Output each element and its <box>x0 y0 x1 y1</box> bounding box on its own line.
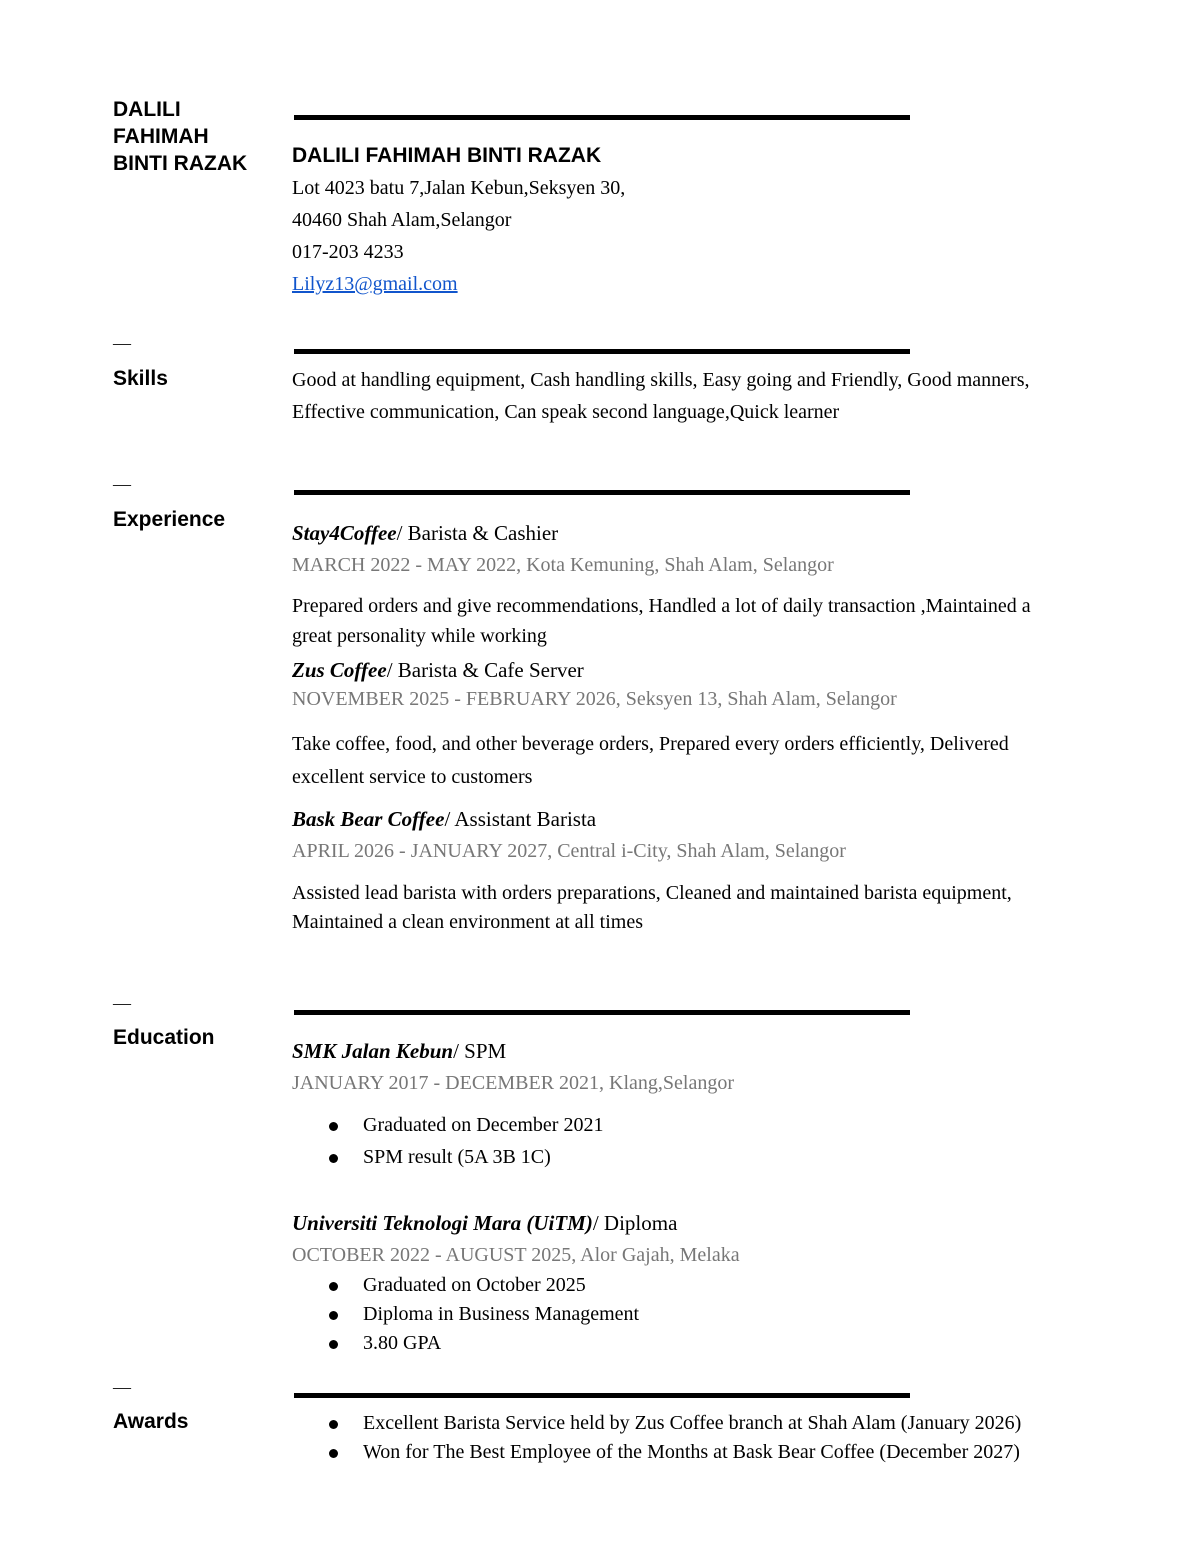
sidebar-name <box>113 96 273 177</box>
skills-line: Good at handling equipment, Cash handling skills, Easy going and Friendly, Good manners, <box>292 369 1030 391</box>
bullet-icon <box>329 1282 338 1291</box>
education-bullets <box>292 1271 1172 1358</box>
phone-number: 017-203 4233 <box>292 241 404 263</box>
school-name: SMK Jalan Kebun <box>292 1039 454 1063</box>
job-entry <box>292 803 1172 867</box>
skills-block <box>292 364 1172 428</box>
job-dates: MARCH 2022 - MAY 2022, Kota Kemuning, Shah Alam, Selangor <box>292 554 834 576</box>
bullet-icon <box>329 1154 338 1163</box>
education-entry <box>292 1035 1172 1099</box>
email-link[interactable]: Lilyz13@gmail.com <box>292 273 458 295</box>
awards-heading: Awards <box>113 1410 189 1433</box>
job-description <box>292 728 1172 794</box>
section-divider <box>294 115 910 120</box>
list-item: Diploma in Business Management <box>292 1300 1172 1329</box>
job-description-line: excellent service to customers <box>292 766 533 788</box>
education-dates: OCTOBER 2022 - AUGUST 2025, Alor Gajah, Melaka <box>292 1244 740 1266</box>
list-item: Excellent Barista Service held by Zus Coffee branch at Shah Alam (January 2026) <box>292 1409 1172 1438</box>
bullet-icon <box>329 1340 338 1349</box>
section-dash: — <box>113 333 131 353</box>
bullet-icon <box>329 1311 338 1320</box>
section-dash: — <box>113 474 131 494</box>
list-item: Graduated on October 2025 <box>292 1271 1172 1300</box>
bullet-icon <box>329 1122 338 1131</box>
job-description <box>292 591 1172 651</box>
school-name: Universiti Teknologi Mara (UiTM) <box>292 1211 593 1235</box>
qualification: / SPM <box>453 1039 507 1063</box>
list-item: Won for The Best Employee of the Months at Bask Bear Coffee (December 2027) <box>292 1438 1172 1467</box>
education-dates: JANUARY 2017 - DECEMBER 2021, Klang,Selangor <box>292 1072 735 1094</box>
education-heading: Education <box>113 1026 215 1049</box>
sidebar-name-line: DALILI <box>113 98 181 121</box>
section-divider <box>294 1010 910 1015</box>
skills-heading: Skills <box>113 367 168 390</box>
job-dates: APRIL 2026 - JANUARY 2027, Central i-City, Shah Alam, Selangor <box>292 840 846 862</box>
section-divider <box>294 490 910 495</box>
qualification: / Diploma <box>592 1211 678 1235</box>
job-description-line: Take coffee, food, and other beverage orders, Prepared every orders efficiently, Delivered <box>292 733 1009 755</box>
job-dates: NOVEMBER 2025 - FEBRUARY 2026, Seksyen 13, Shah Alam, Selangor <box>292 688 897 710</box>
address-line-2: 40460 Shah Alam,Selangor <box>292 209 512 231</box>
experience-heading: Experience <box>113 508 226 531</box>
job-role: / Assistant Barista <box>444 807 597 831</box>
job-description <box>292 879 1172 937</box>
sidebar-name-line: FAHIMAH <box>113 125 209 148</box>
job-description-line: Assisted lead barista with orders preparations, Cleaned and maintained barista equipment, <box>292 882 1012 904</box>
job-description-line: Prepared orders and give recommendations, Handled a lot of daily transaction ,Maintained a <box>292 595 1031 617</box>
job-description-line: great personality while working <box>292 625 547 647</box>
bullet-icon <box>329 1420 338 1429</box>
company-name: Zus Coffee <box>292 658 387 682</box>
education-entry <box>292 1207 1172 1271</box>
job-title <box>292 517 1172 549</box>
address-line-1: Lot 4023 batu 7,Jalan Kebun,Seksyen 30, <box>292 177 626 199</box>
job-title <box>292 803 1172 835</box>
list-item: 3.80 GPA <box>292 1329 1172 1358</box>
full-name-heading: DALILI FAHIMAH BINTI RAZAK <box>292 144 602 167</box>
list-item: SPM result (5A 3B 1C) <box>292 1143 1172 1172</box>
bullet-icon <box>329 1449 338 1458</box>
school-title <box>292 1207 1172 1239</box>
job-entry <box>292 656 1172 714</box>
education-bullets <box>292 1111 1172 1172</box>
job-entry <box>292 517 1172 581</box>
awards-list <box>292 1409 1172 1467</box>
school-title <box>292 1035 1172 1067</box>
job-title <box>292 656 1172 685</box>
contact-block <box>292 140 1172 300</box>
job-role: / Barista & Cafe Server <box>386 658 584 682</box>
list-item: Graduated on December 2021 <box>292 1111 1172 1140</box>
section-dash: — <box>113 1377 131 1397</box>
section-divider <box>294 1393 910 1398</box>
company-name: Stay4Coffee <box>292 521 397 545</box>
section-dash: — <box>113 993 131 1013</box>
job-description-line: Maintained a clean environment at all times <box>292 911 643 933</box>
company-name: Bask Bear Coffee <box>292 807 445 831</box>
job-role: / Barista & Cashier <box>396 521 559 545</box>
skills-line: Effective communication, Can speak second language,Quick learner <box>292 401 840 423</box>
section-divider <box>294 349 910 354</box>
sidebar-name-line: BINTI RAZAK <box>113 152 248 175</box>
